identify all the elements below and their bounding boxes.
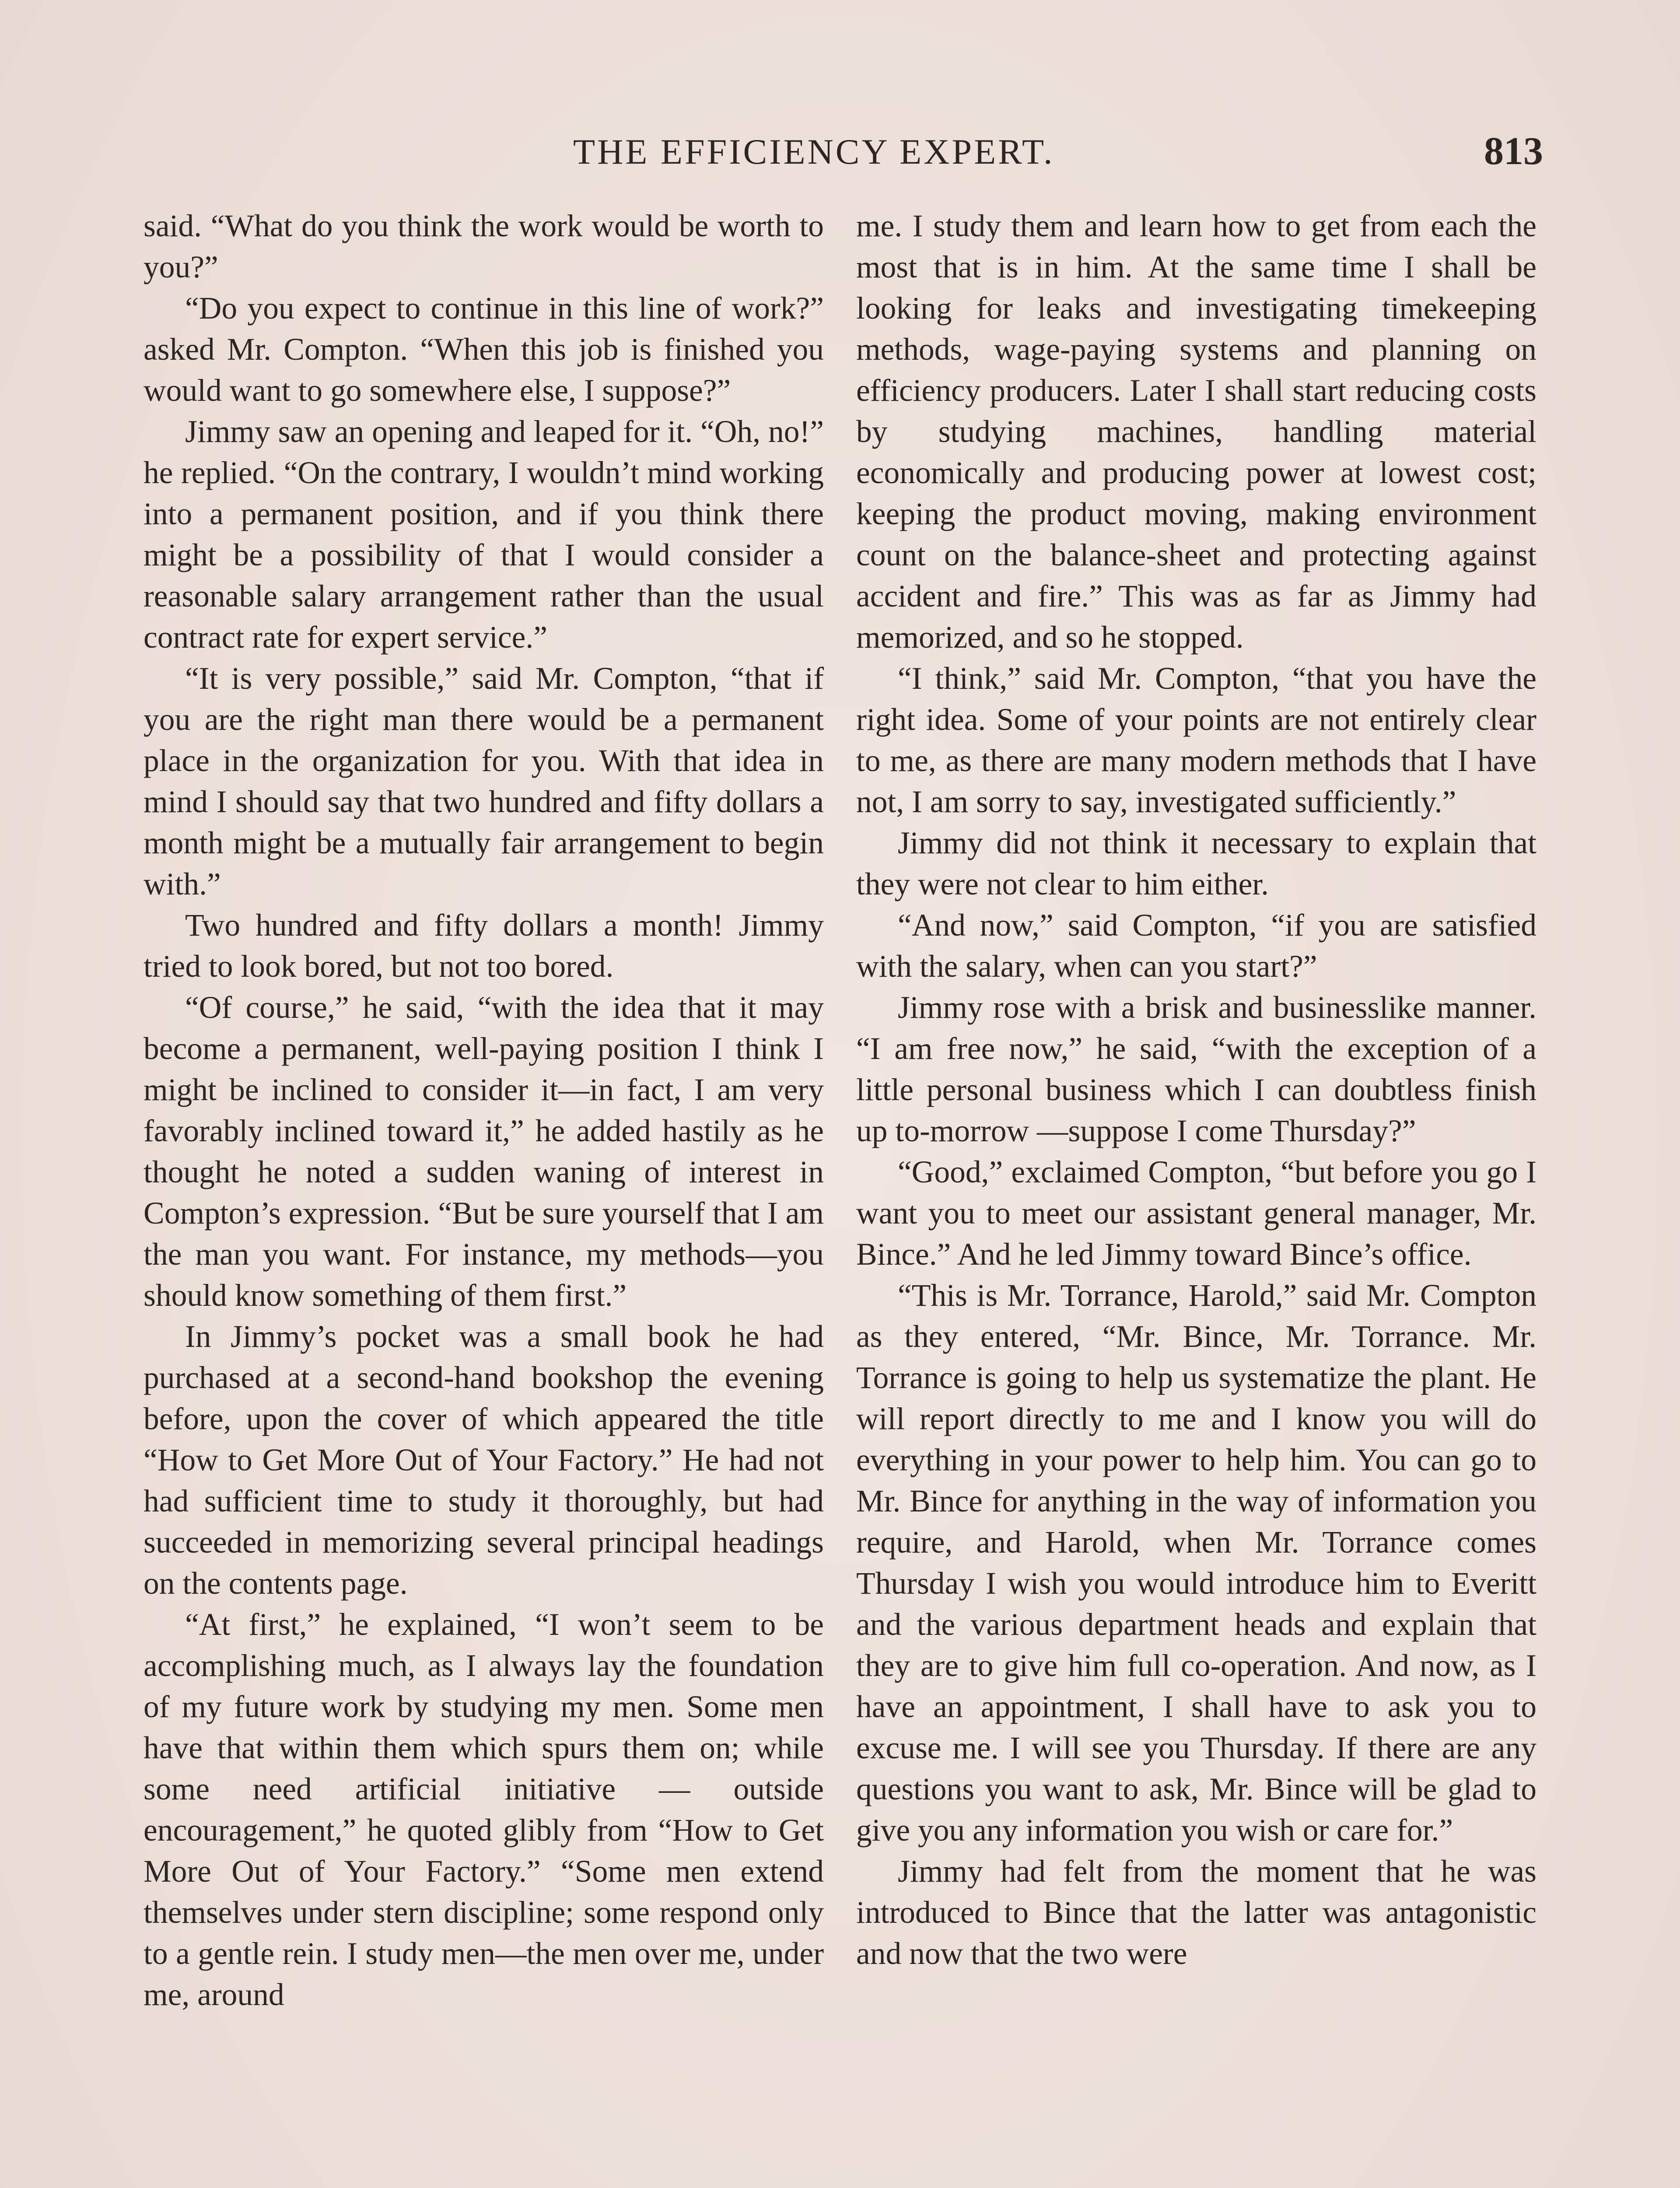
paragraph: Two hundred and fifty dollars a month! Jimmy tried to look bored, but not too bored. [144, 908, 824, 984]
paragraph: “And now,” said Compton, “if you are satisfied with the salary, when can you start?” [856, 908, 1536, 984]
paragraph: Jimmy did not think it necessary to explain that they were not clear to him either. [856, 826, 1536, 901]
running-head [0, 131, 1680, 179]
paragraph: “This is Mr. Torrance, Harold,” said Mr. Compton as they entered, “Mr. Bince, Mr. Torrance. Mr. Torrance is going to help us systematize the plant. He will report directly to me and I know you will do everything in your power to help him. You can go to Mr. Bince for anything in the way of information you require, and Harold, when Mr. Torrance comes Thursday I wish you would introduce him to Everitt and the various department heads and explain that they are to give him full co-operation. And now, as I have an appointment, I shall have to ask you to excuse me. I will see you Thursday. If there are any questions you want to ask, Mr. Bince will be glad to give you any information you wish or care for.” [856, 1278, 1536, 1848]
paragraph: In Jimmy’s pocket was a small book he had purchased at a second-hand bookshop the evening before, upon the cover of which appeared the title “How to Get More Out of Your Factory.” He had not had sufficient time to study it thoroughly, but had succeeded in memorizing several principal headings on the contents page. [144, 1319, 824, 1601]
paragraph: said. “What do you think the work would be worth to you?” [144, 209, 824, 284]
paragraph: “It is very possible,” said Mr. Compton, “that if you are the right man there would be a permanent place in the organization for you. With that idea in mind I should say that two hundred and fifty dollars a month might be a mutually fair arrangement to begin with.” [144, 661, 824, 901]
paragraph: me. I study them and learn how to get from each the most that is in him. At the same time I shall be looking for leaks and investigating timekeeping methods, wage-paying systems and planning on efficiency producers. Later I shall start reducing costs by studying machines, handling material economically and producing power at lowest cost; keeping the product moving, making environment count on the balance-sheet and protecting against accident and fire.” This was as far as Jimmy had memorized, and so he stopped. [856, 209, 1536, 655]
paragraph: “Good,” exclaimed Compton, “but before you go I want you to meet our assistant general manager, Mr. Bince.” And he led Jimmy toward Bince’s office. [856, 1155, 1536, 1272]
paragraph: “Do you expect to continue in this line of work?” asked Mr. Compton. “When this job is finished you would want to go somewhere else, I suppose?” [144, 291, 824, 408]
page-number: 813 [1484, 130, 1543, 173]
paragraph: Jimmy had felt from the moment that he was introduced to Bince that the latter was antagonistic and now that the two were [856, 1854, 1536, 1971]
right-text-column [856, 206, 1536, 1974]
paragraph: Jimmy saw an opening and leaped for it. “Oh, no!” he replied. “On the contrary, I wouldn’t mind working into a permanent position, and if you think there might be a possibility of that I would consider a reasonable salary arrangement rather than the usual contract rate for expert service.” [144, 414, 824, 655]
paragraph: “Of course,” he said, “with the idea that it may become a permanent, well-paying position I think I might be inclined to consider it—in fact, I am very favorably inclined toward it,” he added hastily as he thought he noted a sudden waning of interest in Compton’s expression. “But be sure yourself that I am the man you want. For instance, my methods—you should know something of them first.” [144, 990, 824, 1313]
paragraph: Jimmy rose with a brisk and businesslike manner. “I am free now,” he said, “with the exception of a little personal business which I can doubtless finish up to-morrow —suppose I come Thursday?” [856, 990, 1536, 1148]
paragraph: “At first,” he explained, “I won’t seem to be accomplishing much, as I always lay the foundation of my future work by studying my men. Some men have that within them which spurs them on; while some need artificial initiative — outside encouragement,” he quoted glibly from “How to Get More Out of Your Factory.” “Some men extend themselves under stern discipline; some respond only to a gentle rein. I study men—the men over me, under me, around [144, 1607, 824, 2012]
left-text-column [144, 206, 824, 2016]
running-title: THE EFFICIENCY EXPERT. [573, 132, 1055, 172]
paragraph: “I think,” said Mr. Compton, “that you have the right idea. Some of your points are not entirely clear to me, as there are many modern methods that I have not, I am sorry to say, investigated sufficiently.” [856, 661, 1536, 819]
